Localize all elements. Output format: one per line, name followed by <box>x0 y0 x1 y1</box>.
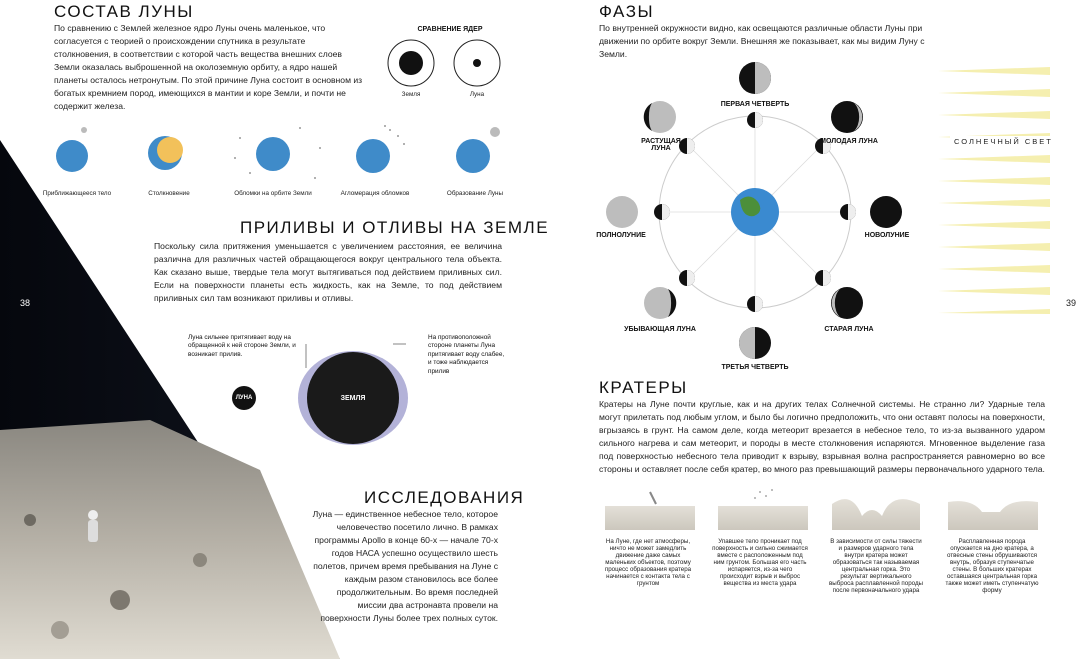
moon-formation-stages <box>40 118 510 188</box>
tides-note-right: На противоположной стороне планеты Луна притягивает воду слабее, и тоже наблюдается прилив <box>428 334 505 375</box>
crater-caption-1: На Луне, где нет атмосферы, ничто не может замедлить движение даже самых маленьких объектов, поэтому процесс образования кратера начинается с контакта тела с грунтом <box>604 538 692 587</box>
stage-label-1: Приближающееся тело <box>42 190 112 197</box>
phase-label-new: НОВОЛУНИЕ <box>864 232 910 239</box>
phase-label-third-quarter: ТРЕТЬЯ ЧЕТВЕРТЬ <box>721 364 789 371</box>
moon-core-label: Луна <box>469 91 485 98</box>
crater-caption-2: Упавшее тело проникает под поверхность и сильно сжимается вместе с расположенным под ним грунтом. Большая его часть испаряется, из-за чего происходит взрыв и выброс вещества из места удара <box>712 538 808 587</box>
phase-label-waxing-gibbous: РАСТУЩАЯ ЛУНА <box>641 138 681 152</box>
research-title: ИССЛЕДОВАНИЯ <box>364 488 525 507</box>
tides-note-left: Луна сильнее притягивает воду на обращенной к ней стороне Земли, и возникает прилив. <box>188 334 296 358</box>
phase-label-full: ПОЛНОЛУНИЕ <box>596 232 646 239</box>
phases-text: По внутренней окружности видно, как освещаются различные области Луны при движении по орбите вокруг Земли. Внешняя же показывает, как мы видим Луну с Земли. <box>599 23 925 59</box>
phases-title: ФАЗЫ <box>599 2 655 21</box>
tides-earth-label: ЗЕМЛЯ <box>340 395 366 402</box>
craters-title: КРАТЕРЫ <box>599 378 688 397</box>
tides-moon-label: ЛУНА <box>235 395 253 401</box>
craters-text: Кратеры на Луне почти круглые, как и на других телах Солнечной системы. Не странно ли? Ударные тела могут прилетать под любым углом, и было бы логично предположить, что они оставят полосы на поверхности, вгрызаясь в грунт. На самом деле, когда метеорит врезается в небесное тело, то из-за вызванного ударом сильного нагрева и сам метеорит, и породы в месте столкновения испаряются. Мгновенное выделение газа под поверхностью небесного тела приводит к взрыву, взрывная волна распространяется равномерно во все стороны и оставляет после себя кратер, во много раз превышающий размеры первоначального ударного тела. <box>599 399 1045 474</box>
phase-label-waning-gibbous: УБЫВАЮЩАЯ ЛУНА <box>624 326 696 333</box>
earth-core-label: Земля <box>401 91 421 98</box>
phase-label-waxing-crescent: МОЛОДАЯ ЛУНА <box>820 138 878 145</box>
composition-title: СОСТАВ ЛУНЫ <box>54 2 194 21</box>
phase-label-first-quarter: ПЕРВАЯ ЧЕТВЕРТЬ <box>720 101 790 108</box>
phase-label-waning-crescent: СТАРАЯ ЛУНА <box>824 326 874 333</box>
stage-label-3: Обломки на орбите Земли <box>234 190 312 197</box>
research-text: Луна — единственное небесное тело, которое человечество посетило лично. В рамках программы Apollo в конце 60-х — начале 70-х годов НАСА успешно осуществило шесть полетов, причем время пребывания на Луне с каждым разом становилось все более продолжительным. Во время последней миссии два астронавта провели на поверхности Луны более трех полных суток. <box>312 509 498 623</box>
composition-text: По сравнению с Землей железное ядро Луны очень маленькое, что согласуется с теорией о происхождении спутника в результате столкновения, в соответствии с которой часть вещества внешних слоев Земли оказалась выброшенной на околоземную орбиту, а ядро нашей планеты осталось нетронутым. По этой причине Луна состоит в основном из богатых кремнием пород, имеющихся в мантии и коре Земли, и почти не содержит железа. <box>54 23 363 111</box>
tides-title: ПРИЛИВЫ И ОТЛИВЫ НА ЗЕМЛЕ <box>240 218 550 237</box>
tides-text: Поскольку сила притяжения уменьшается с увеличением расстояния, ее величина различна для различных частей обращающегося вокруг центрального тела объекта. Как сказано выше, твердые тела могут вытягиваться под действием приливных сил. Если на поверхности планеты есть жидкость, как на Земле, то под действием приливных сил там возникают приливы и отливы. <box>154 241 502 303</box>
stage-label-5: Образование Луны <box>446 190 504 197</box>
core-comparison-diagram <box>385 38 505 90</box>
crater-caption-4: Расплавленная порода опускается на дно кратера, а отвесные стены обрушиваются внутрь, образуя ступенчатые стены. В больших кратерах оставшаяся центральная горка также может иметь ступенчатую форму <box>945 538 1039 594</box>
crater-formation-diagram <box>600 484 1045 534</box>
stage-label-2: Столкновение <box>148 190 190 197</box>
sunlight-arrows <box>930 64 1055 314</box>
page-number-right: 39 <box>1066 298 1077 308</box>
page-number-left: 38 <box>20 298 31 308</box>
cores-title: СРАВНЕНИЕ ЯДЕР <box>417 26 483 33</box>
tides-diagram <box>228 338 418 448</box>
stage-label-4: Агломерация обломков <box>340 190 410 197</box>
sunlight-label: СОЛНЕЧНЫЙ СВЕТ <box>950 136 1057 147</box>
crater-caption-3: В зависимости от силы тяжести и размеров ударного тела внутри кратера может образоваться так называемая центральная горка. Это результат вертикального выброса расплавленной породы после первоначального удара <box>828 538 924 594</box>
